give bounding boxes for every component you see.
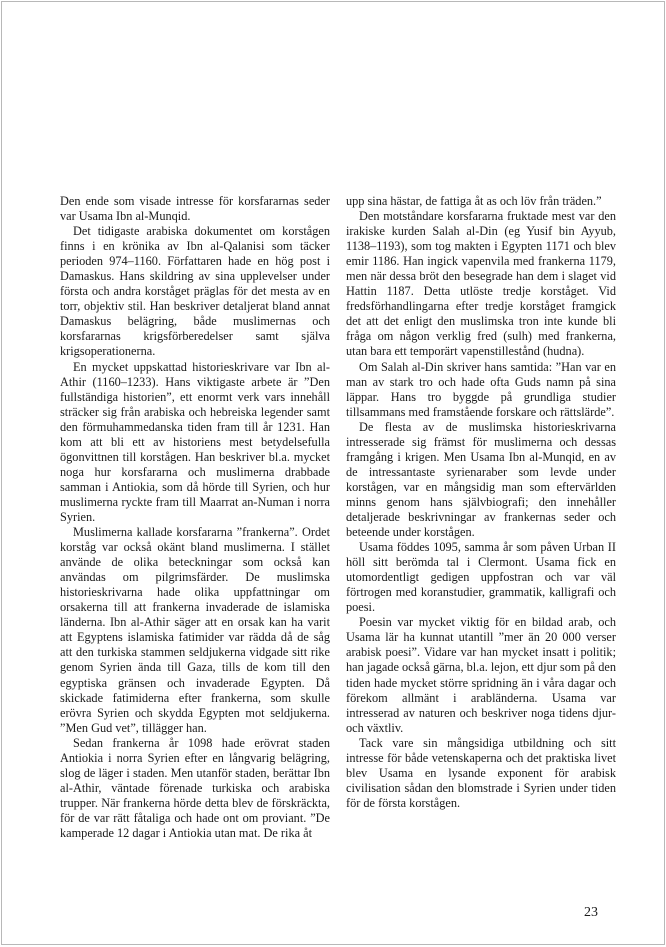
paragraph: En mycket uppskattad historieskrivare var Ibn al-Athir (1160–1233). Hans viktigaste arbete är ”Den fullständiga historien”, ett enormt verk vars innehåll sträcker sig från arabiska och hebreiska legender samt den förmuhammedanska tiden fram till år 1231. Han kom att bli ett av historiens mest betydelsefulla ögonvittnen till korstågen. Han beskriver bl.a. mycket noga hur korsfararna och muslimerna drabbade samman i Antiokia, som då hörde till Syrien, och hur muslimerna ryckte fram till Maarrat an-Numan i norra Syrien. [60,359,330,524]
paragraph: Usama föddes 1095, samma år som påven Urban II höll sitt berömda tal i Clermont. Usama fick en utomordentligt gedigen uppfostran och var väl förtrogen med koranstudier, grammatik, kalligrafi och poesi. [346,540,616,615]
paragraph: Muslimerna kallade korsfararna ”frankerna”. Ordet korståg var också okänt bland muslimerna. I stället använde de olika beteckningar som också kan användas om pilgrimsfärder. De muslimska historieskrivarna hade olika uppfattningar om orsakerna till att frankerna invaderade de islamiska länderna. Ibn al-Athir säger att en orsak kan ha varit att Egyptens islamiska fatimider var rädda då de såg att den turkiska stammen seldjukerna vidgade sitt rike genom Syrien ända till Gaza, tills de kom till den egyptiska gränsen och invaderade Egypten. Då skickade fatimiderna efter frankerna, som skulle erövra Syrien och skydda Egypten mot seldjukerna. ”Men Gud vet”, tillägger han. [60,525,330,735]
paragraph: upp sina hästar, de fattiga åt as och löv från träden.” [346,194,602,208]
document-page [1,1,665,945]
paragraph: Det tidigaste arabiska dokumentet om korstågen finns i en krönika av Ibn al-Qalanisi som täcker perioden 974–1160. Författaren hade en hög post i Damaskus. Hans skildring av sina upplevelser under första och andra korståget präglas för det mesta av en torr, objektiv stil. Han beskriver detaljerat bland annat Damaskus belägring, både muslimernas och korsfararnas krigsförberedelser samt själva krigsoperationerna. [60,224,330,359]
paragraph: Sedan frankerna år 1098 hade erövrat staden Antiokia i norra Syrien efter en långvarig belägring, slog de läger i staden. Men utanför staden, berättar Ibn al-Athir, väntade förenade turkiska och arabiska trupper. När frankerna hörde detta blev de förskräckta, för de var rätt fåtaliga och hade ont om proviant. ”De kamperade 12 dagar i Antiokia utan mat. De rika åt [60,735,330,840]
right-text-column [346,194,616,811]
paragraph: Om Salah al-Din skriver hans samtida: ”Han var en man av stark tro och hade ofta Guds namn på sina läppar. Hans tro byggde på grundliga studier tillsammans med framstående forskare och rättslärde”. [346,359,616,419]
paragraph: Poesin var mycket viktig för en bildad arab, och Usama lär ha kunnat utantill ”mer än 20 000 verser arabisk poesi”. Vidare var han mycket insatt i politik; han jagade också gärna, bl.a. lejon, ett djur som på den tiden hade mycket större spridning än i våra dagar och förekom allmänt i arabländerna. Usama var intresserad av naturen och beskriver noga tidens djur- och växtliv. [346,615,616,735]
left-text-column [60,194,330,841]
paragraph: Tack vare sin mångsidiga utbildning och sitt intresse för både vetenskaperna och det praktiska livet blev Usama en lysande exponent för arabisk civilisation sådan den blomstrade i Syrien under tiden för de första korstågen. [346,735,616,810]
paragraph: Den ende som visade intresse för korsfararnas seder var Usama Ibn al-Munqid. [60,194,330,224]
paragraph: Den motståndare korsfararna fruktade mest var den irakiske kurden Salah al-Din (eg Yusif bin Ayyub, 1138–1193), som tog makten i Egypten 1171 och blev emir 1186. Han ingick vapenvila med frankerna 1179, men när dessa bröt den besegrade han dem i slaget vid Hattin 1187. Detta utlöste tredje korståget. Vid fredsförhandlingarna efter tredje korståget framgick det att det enligt den muslimska tron inte kunde bli fråga om någon verklig fred (sulh) med frankerna, utan bara ett temporärt vapenstillestånd (hudna). [346,209,616,359]
paragraph: De flesta av de muslimska historieskrivarna intresserade sig främst för muslimerna och dessas framgång i krigen. Men Usama Ibn al-Munqid, en av de intressantaste syrienaraber som levde under korstågen, var en mångsidig man som eftervärlden minns genom hans självbiografi; den innehåller detaljerade beskrivningar av frankernas seder och beteende under korstågen. [346,419,616,540]
page-number: 23 [584,905,598,920]
